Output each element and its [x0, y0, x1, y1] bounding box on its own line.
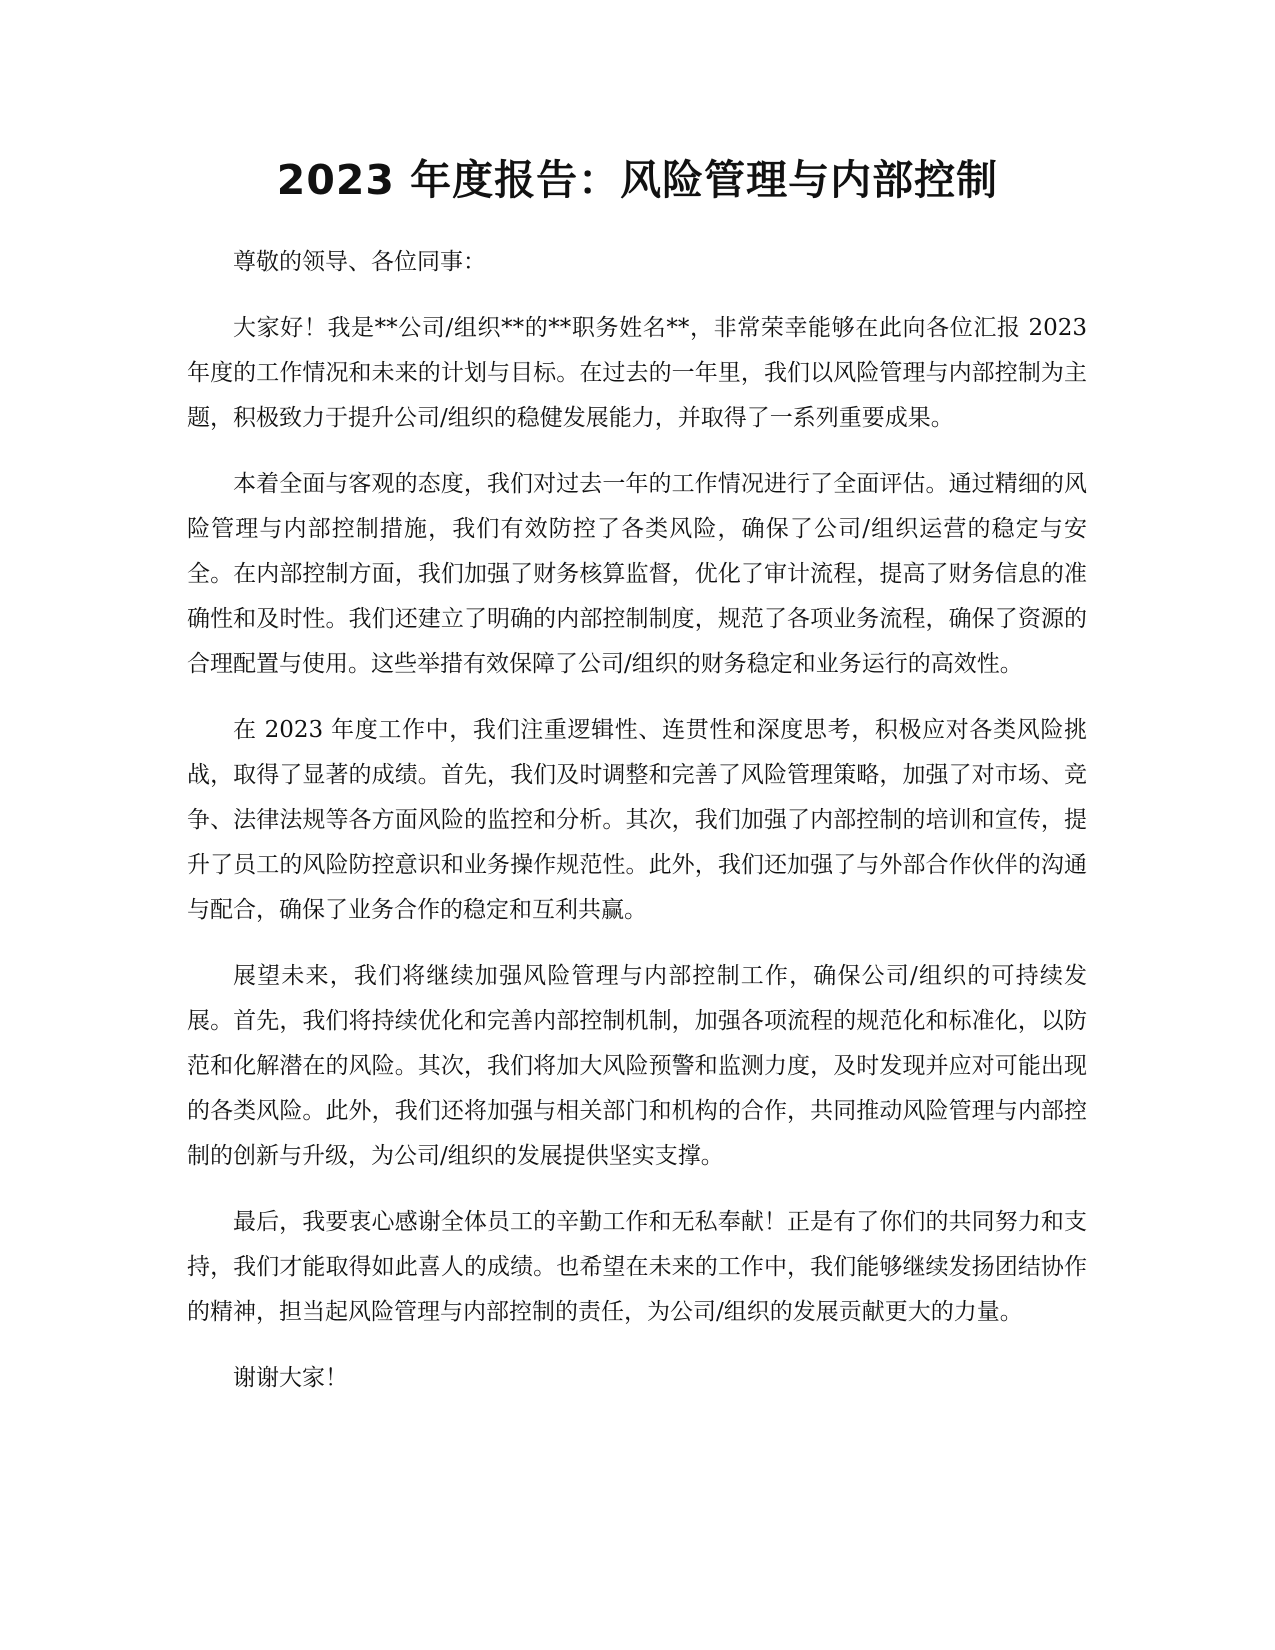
paragraph-achievements: 在 2023 年度工作中，我们注重逻辑性、连贯性和深度思考，积极应对各类风险挑战，取得了显著的成绩。首先，我们及时调整和完善了风险管理策略，加强了对市场、竞争、法律法规等各方面风险的监控和分析。其次，我们加强了内部控制的培训和宣传，提升了员工的风险防控意识和业务操作规范性。此外，我们还加强了与外部合作伙伴的沟通与配合，确保了业务合作的稳定和互利共赢。 [187, 717, 1087, 923]
salutation: 尊敬的领导、各位同事： [233, 249, 486, 275]
closing-line: 谢谢大家！ [233, 1365, 348, 1391]
paragraph-evaluation: 本着全面与客观的态度，我们对过去一年的工作情况进行了全面评估。通过精细的风险管理与内部控制措施，我们有效防控了各类风险，确保了公司/组织运营的稳定与安全。在内部控制方面，我们加强了财务核算监督，优化了审计流程，提高了财务信息的准确性和及时性。我们还建立了明确的内部控制制度，规范了各项业务流程，确保了资源的合理配置与使用。这些举措有效保障了公司/组织的财务稳定和业务运行的高效性。 [187, 471, 1087, 677]
document-body [187, 240, 1087, 1422]
paragraph-outlook: 展望未来，我们将继续加强风险管理与内部控制工作，确保公司/组织的可持续发展。首先，我们将持续优化和完善内部控制机制，加强各项流程的规范化和标准化，以防范和化解潜在的风险。其次，我们将加大风险预警和监测力度，及时发现并应对可能出现的各类风险。此外，我们还将加强与相关部门和机构的合作，共同推动风险管理与内部控制的创新与升级，为公司/组织的发展提供坚实支撑。 [187, 963, 1087, 1169]
paragraph-thanks: 最后，我要衷心感谢全体员工的辛勤工作和无私奉献！正是有了你们的共同努力和支持，我们才能取得如此喜人的成绩。也希望在未来的工作中，我们能够继续发扬团结协作的精神，担当起风险管理与内部控制的责任，为公司/组织的发展贡献更大的力量。 [187, 1209, 1087, 1325]
document-title: 2023 年度报告：风险管理与内部控制 [276, 156, 999, 204]
paragraph-introduction: 大家好！我是**公司/组织**的**职务姓名**，非常荣幸能够在此向各位汇报 2023 年度的工作情况和未来的计划与目标。在过去的一年里，我们以风险管理与内部控制为主题，积极致力于提升公司/组织的稳健发展能力，并取得了一系列重要成果。 [187, 315, 1087, 431]
